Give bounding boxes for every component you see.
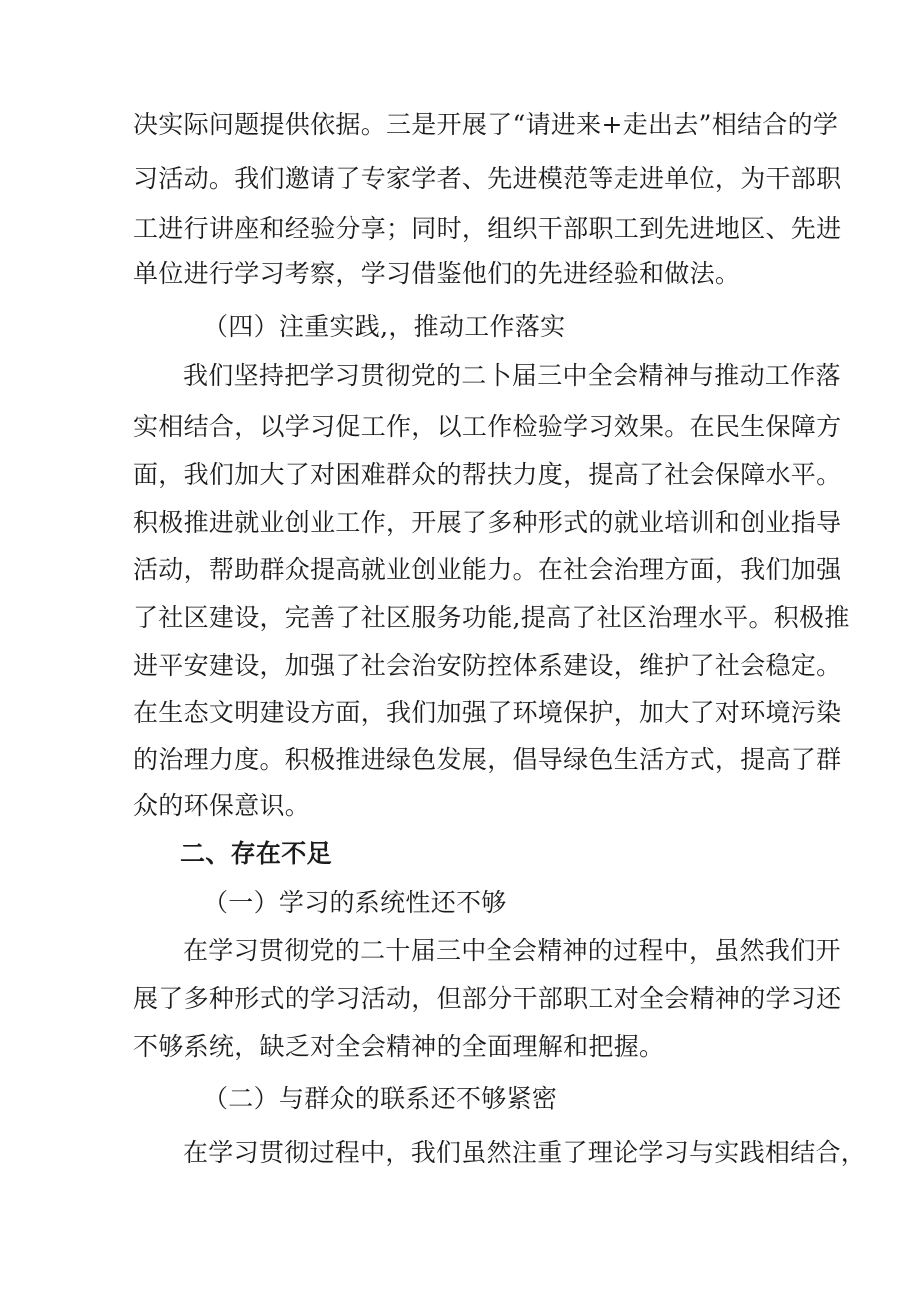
paragraph-line: 我们坚持把学习贯彻党的二卜届三中全会精神与推动工作落: [183, 361, 841, 390]
paragraph-line: 实相结合，以学习促工作，以工作检验学习效果。在民生保障方: [133, 412, 842, 441]
paragraph-line: 展了多种形式的学习活动，但部分干部职工对全会精神的学习还: [133, 984, 842, 1013]
paragraph-line: 在学习贯彻党的二十届三中全会精神的过程中，虽然我们开: [183, 936, 841, 965]
paragraph-line: 在学习贯彻过程中，我们虽然注重了理论学习与实践相结合，: [183, 1138, 867, 1167]
paragraph-line: 决实际问题提供依据。三是开展了“请进来+走出去”相结合的学: [133, 110, 839, 139]
paragraph-line: 的治理力度。积极推进绿色发展，倡导绿色生活方式，提高了群: [133, 745, 842, 774]
section-heading: 二、存在不足: [180, 839, 332, 868]
paragraph-line: 在生态文明建设方面，我们加强了环境保护，加大了对环境污染: [133, 698, 842, 727]
section-subheading: （一）学习的系统性还不够: [203, 888, 507, 917]
paragraph-line: 积极推进就业创业工作，开展了多种形式的就业培训和创业指导: [133, 508, 842, 537]
paragraph-line: 单位进行学习考察，学习借鉴他们的先进经验和做法。: [133, 259, 741, 288]
paragraph-line: 习活动。我们邀请了专家学者、先进模范等走进单位，为干部职: [133, 164, 842, 193]
section-subheading: （二）与群众的联系还不够紧密: [203, 1084, 558, 1113]
section-subheading: （四）注重实践,，推动工作落实: [203, 312, 566, 341]
paragraph-line: 活动，帮助群众提高就业创业能力。在社会治理方面，我们加强: [133, 555, 842, 584]
paragraph-line: 众的环保意识。: [133, 791, 311, 820]
paragraph-line: 了社区建设，完善了社区服务功能,提高了社区治理水平。积极推: [133, 603, 850, 632]
paragraph-line: 不够系统，缺乏对全会精神的全面理解和把握。: [133, 1032, 665, 1061]
paragraph-line: 工进行讲座和经验分享；同时，组织干部职工到先进地区、先进: [133, 214, 842, 243]
paragraph-line: 面，我们加大了对困难群众的帮扶力度，提高了社会保障水平。: [133, 460, 842, 489]
paragraph-line: 进平安建设，加强了社会治安防控体系建设，维护了社会稳定。: [133, 651, 842, 680]
